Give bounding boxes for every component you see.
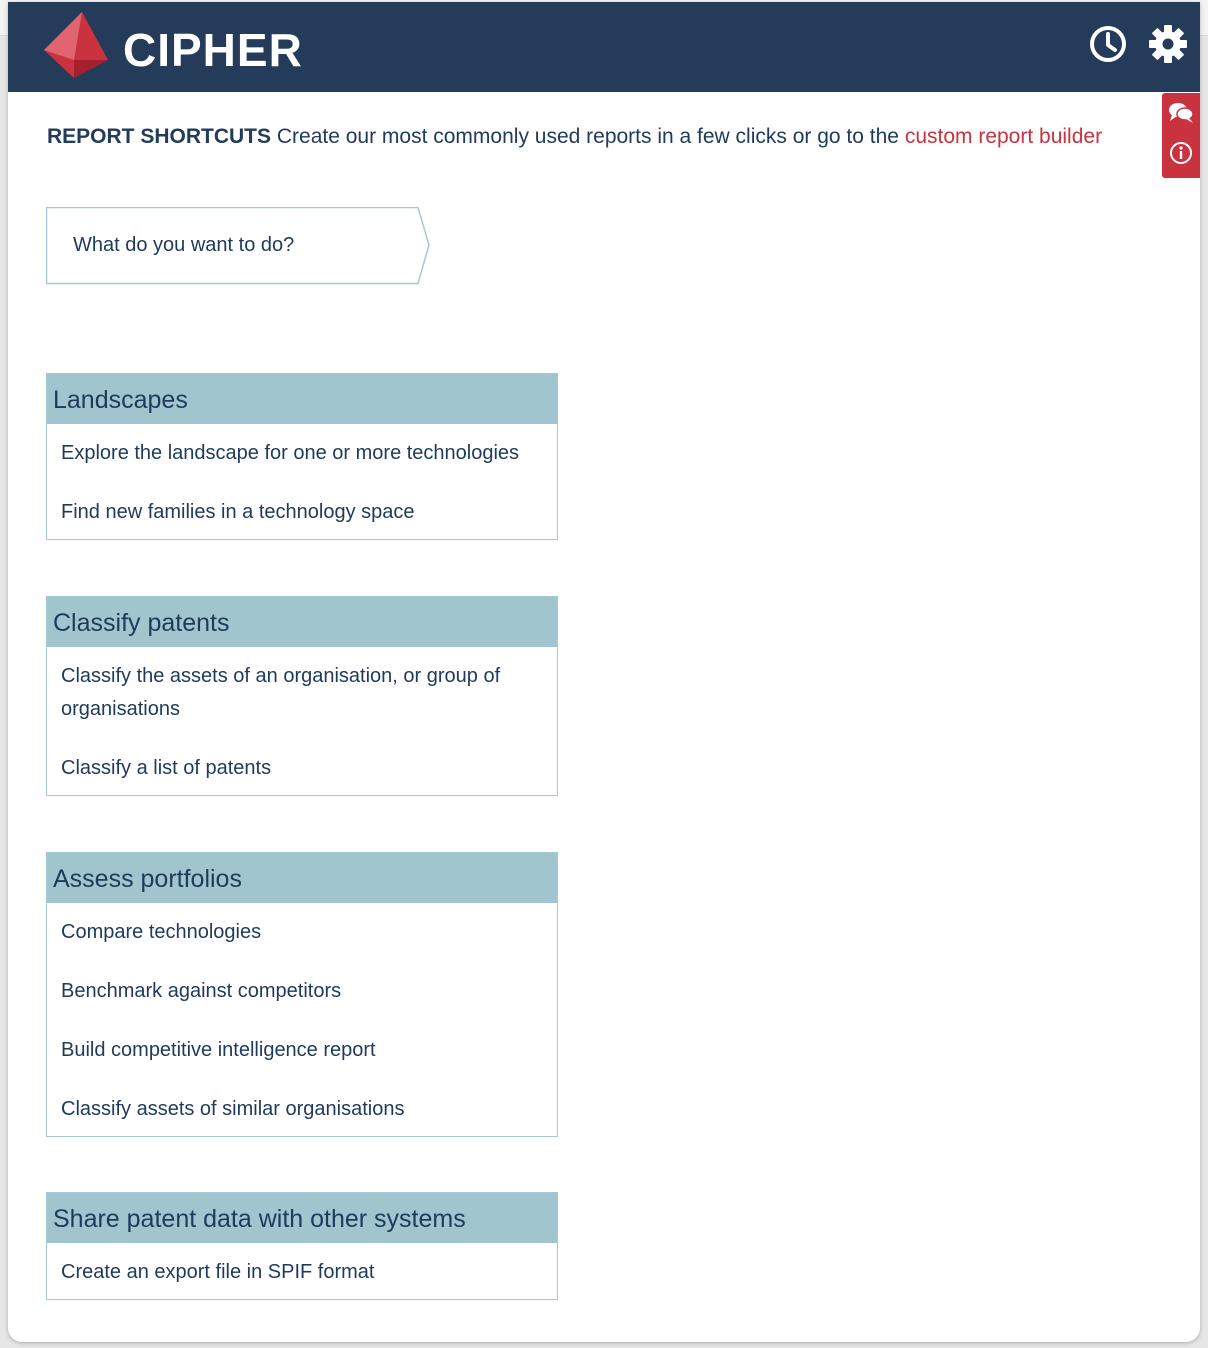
clock-icon[interactable] xyxy=(1088,24,1128,64)
section-landscapes xyxy=(46,373,558,540)
section-share-patent-data xyxy=(46,1192,558,1300)
section-title: Landscapes xyxy=(47,374,557,424)
gear-icon[interactable] xyxy=(1148,24,1188,64)
section-classify-patents xyxy=(46,596,558,796)
section-title: Assess portfolios xyxy=(47,853,557,903)
app-title: CIPHER xyxy=(123,24,303,76)
info-icon[interactable] xyxy=(1167,139,1195,167)
what-do-you-want-label: What do you want to do? xyxy=(73,234,295,256)
report-shortcuts-title: REPORT SHORTCUTS xyxy=(47,125,272,148)
shortcut-compare-technologies[interactable]: Compare technologies xyxy=(61,921,262,943)
custom-report-builder-link[interactable]: custom report builder xyxy=(904,125,1103,148)
app-window xyxy=(8,2,1200,1342)
section-assess-portfolios xyxy=(46,852,558,1137)
chat-bubbles-icon[interactable] xyxy=(1167,99,1195,127)
shortcut-classify-similar-organisations[interactable]: Classify assets of similar organisations xyxy=(61,1098,405,1120)
section-title: Share patent data with other systems xyxy=(47,1193,557,1243)
shortcut-classify-organisation-assets[interactable]: Classify the assets of an organisation, or group of organisations xyxy=(61,665,501,720)
report-shortcuts-intro xyxy=(47,122,1102,152)
app-header xyxy=(8,2,1200,92)
section-title: Classify patents xyxy=(47,597,557,647)
feedback-side-tab xyxy=(1162,93,1200,178)
shortcut-explore-landscape[interactable]: Explore the landscape for one or more technologies xyxy=(61,442,520,464)
shortcut-competitive-intelligence[interactable]: Build competitive intelligence report xyxy=(61,1039,376,1061)
shortcut-find-new-families[interactable]: Find new families in a technology space xyxy=(61,501,415,523)
what-do-you-want-dropdown[interactable] xyxy=(46,207,433,285)
shortcut-export-spif[interactable]: Create an export file in SPIF format xyxy=(61,1261,375,1283)
shortcut-benchmark-competitors[interactable]: Benchmark against competitors xyxy=(61,980,342,1002)
shortcut-classify-patent-list[interactable]: Classify a list of patents xyxy=(61,757,272,779)
cipher-logo-icon xyxy=(44,12,110,78)
report-shortcuts-description: Create our most commonly used reports in a few clicks or go to the xyxy=(276,125,899,148)
